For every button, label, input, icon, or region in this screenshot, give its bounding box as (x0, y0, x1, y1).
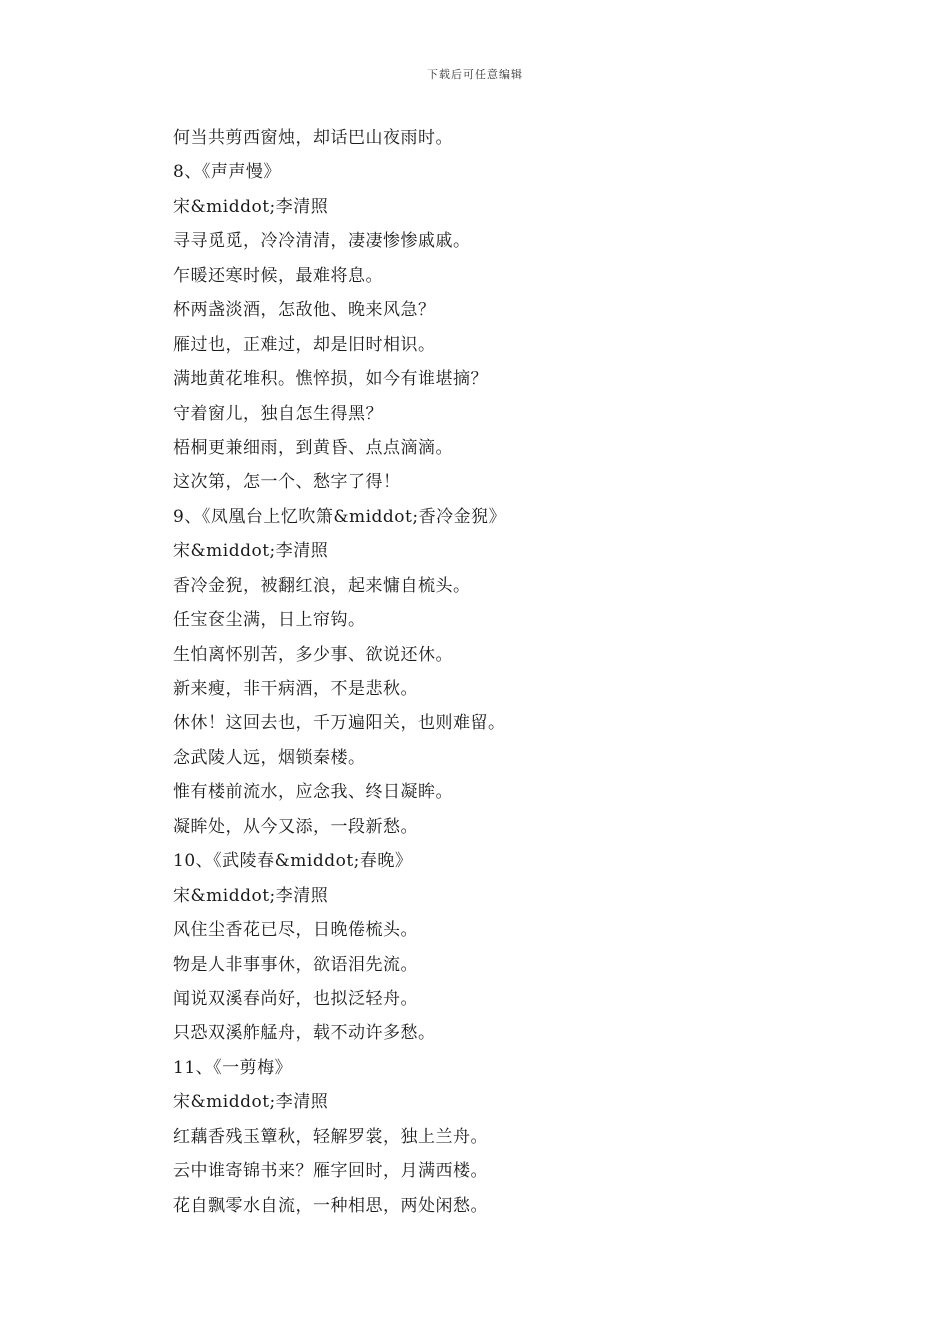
text-line: 满地黄花堆积。憔悴损，如今有谁堪摘？ (173, 369, 488, 390)
page-header: 下载后可任意编辑 (427, 68, 523, 81)
text-line: 守着窗儿，独自怎生得黑？ (173, 403, 383, 424)
text-line: 何当共剪西窗烛，却话巴山夜雨时。 (173, 128, 453, 148)
poem-heading: 11、《一剪梅》 (173, 1057, 293, 1078)
text-line: 念武陵人远，烟锁秦楼。 (173, 747, 366, 768)
poem-author: 宋&middot;李清照 (173, 196, 329, 217)
text-line: 生怕离怀别苦，多少事、欲说还休。 (173, 644, 453, 665)
text-line: 云中谁寄锦书来？雁字回时，月满西楼。 (173, 1161, 488, 1182)
poem-author: 宋&middot;李清照 (173, 1092, 329, 1113)
text-line: 物是人非事事休，欲语泪先流。 (173, 954, 418, 975)
text-line: 凝眸处，从今又添，一段新愁。 (173, 816, 418, 837)
poem-heading: 9、《凤凰台上忆吹箫&middot;香冷金猊》 (173, 506, 507, 527)
text-line: 风住尘香花已尽，日晚倦梳头。 (173, 920, 418, 941)
text-line: 只恐双溪舴艋舟，载不动许多愁。 (173, 1023, 436, 1044)
text-line: 寻寻觅觅，冷冷清清，凄凄惨惨戚戚。 (173, 231, 471, 252)
text-line: 惟有楼前流水，应念我、终日凝眸。 (173, 782, 453, 803)
poem-heading: 10、《武陵春&middot;春晚》 (173, 851, 413, 872)
text-line: 花自飘零水自流，一种相思，两处闲愁。 (173, 1195, 488, 1216)
text-line: 梧桐更兼细雨，到黄昏、点点滴滴。 (173, 437, 453, 458)
text-line: 雁过也，正难过，却是旧时相识。 (173, 334, 436, 355)
text-line: 这次第，怎一个、愁字了得！ (173, 472, 401, 493)
text-line: 任宝奁尘满，日上帘钩。 (173, 610, 366, 631)
text-line: 新来瘦，非干病酒，不是悲秋。 (173, 679, 418, 699)
poem-heading: 8、《声声慢》 (173, 162, 281, 183)
text-line: 红藕香残玉簟秋，轻解罗裳，独上兰舟。 (173, 1126, 488, 1147)
poem-text-body (173, 121, 873, 1223)
text-line: 休休！这回去也，千万遍阳关，也则难留。 (173, 713, 506, 734)
text-line: 乍暖还寒时候，最难将息。 (173, 265, 383, 286)
poem-author: 宋&middot;李清照 (173, 541, 329, 562)
text-line: 闻说双溪春尚好，也拟泛轻舟。 (173, 988, 418, 1009)
text-line: 杯两盏淡酒，怎敌他、晚来风急？ (173, 300, 436, 321)
text-line: 香冷金猊，被翻红浪，起来慵自梳头。 (173, 575, 471, 596)
poem-author: 宋&middot;李清照 (173, 885, 329, 906)
